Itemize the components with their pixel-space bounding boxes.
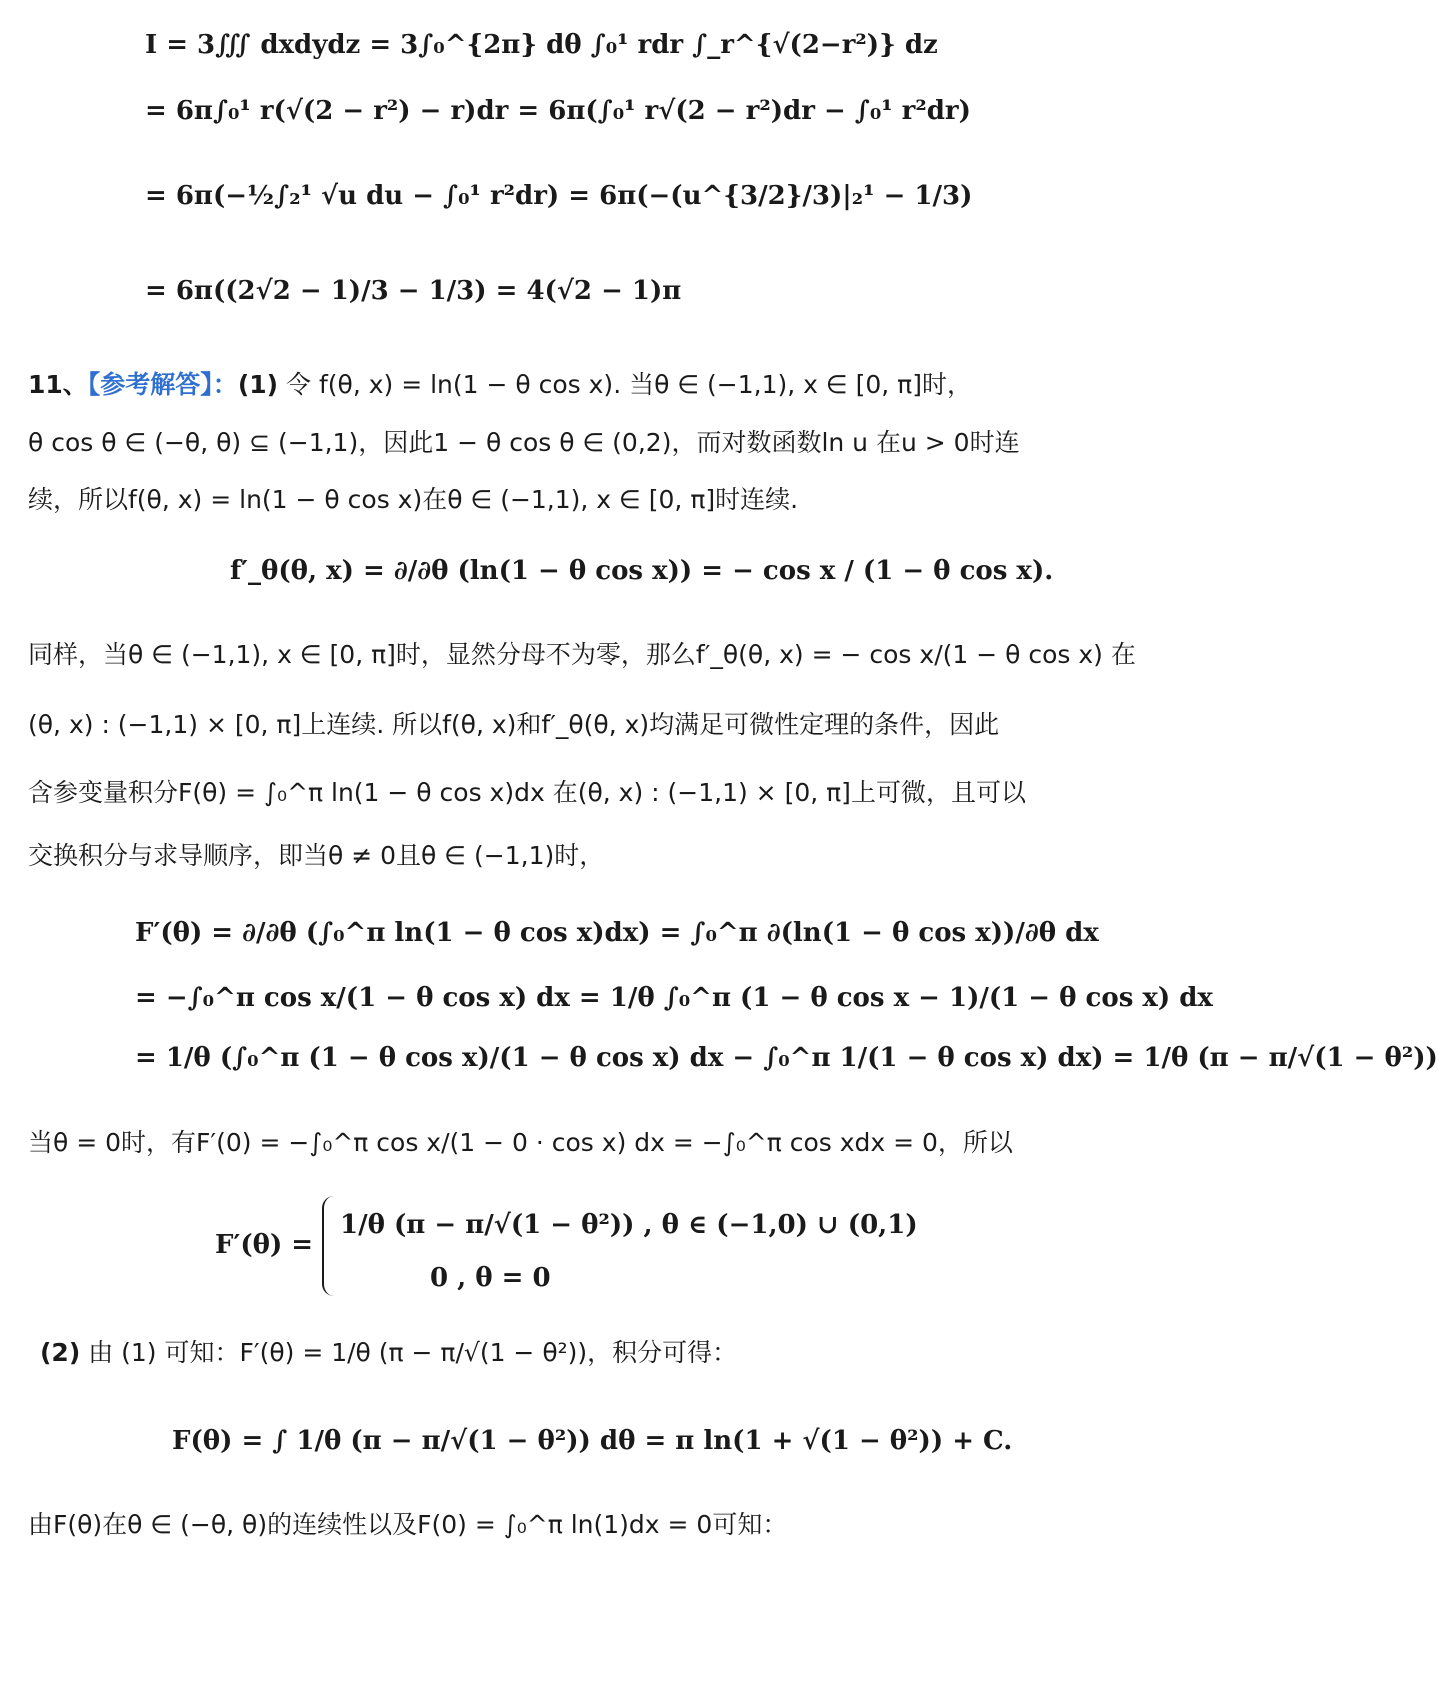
problem-11-line-1: 11、【参考解答】：(1) 令 f(θ, x) = ln(1 − θ cos x). 当θ ∈ (−1,1), x ∈ [0, π]时，: [28, 370, 972, 399]
part-2-line-1: (2) 由 (1) 可知：F′(θ) = 1/θ (π − π/√(1 − θ²))，积分可得：: [40, 1338, 738, 1367]
answer-tag: 【参考解答】：: [87, 370, 238, 399]
partial-derivative-equation: f′_θ(θ, x) = ∂/∂θ (ln(1 − θ cos x)) = − cos x / (1 − θ cos x).: [230, 556, 1054, 586]
problem-11-line-6: 含参变量积分F(θ) = ∫₀^π ln(1 − θ cos x)dx 在(θ, x) : (−1,1) × [0, π]上可微，且可以: [28, 778, 1026, 807]
problem-number: 11、: [28, 370, 88, 399]
problem-11-line-5: (θ, x) : (−1,1) × [0, π]上连续. 所以f(θ, x)和f′_θ(θ, x)均满足可微性定理的条件，因此: [28, 710, 1000, 739]
equation-line-4: = 6π((2√2 − 1)/3 − 1/3) = 4(√2 − 1)π: [145, 276, 682, 306]
problem-11-line-8: 当θ = 0时，有F′(0) = −∫₀^π cos x/(1 − 0 · cos x) dx = −∫₀^π cos xdx = 0，所以: [28, 1128, 1013, 1157]
derivative-equation-line-2: = −∫₀^π cos x/(1 − θ cos x) dx = 1/θ ∫₀^π (1 − θ cos x − 1)/(1 − θ cos x) dx: [135, 983, 1213, 1013]
equation-line-1: I = 3∭ dxdydz = 3∫₀^{2π} dθ ∫₀¹ rdr ∫_r^{√(2−r²)} dz: [145, 30, 938, 60]
piecewise-brace: [322, 1196, 334, 1296]
problem-11-line-2: θ cos θ ∈ (−θ, θ) ⊆ (−1,1)，因此1 − θ cos θ ∈ (0,2)，而对数函数ln u 在u > 0时连: [28, 428, 1020, 457]
piecewise-case-2: 0 , θ = 0: [430, 1263, 551, 1293]
part-2-label: (2): [40, 1338, 81, 1367]
integral-result-equation: F(θ) = ∫ 1/θ (π − π/√(1 − θ²)) dθ = π ln(1 + √(1 − θ²)) + C.: [172, 1426, 1013, 1456]
part-1-label: (1): [237, 370, 279, 399]
problem-11-line-3: 续，所以f(θ, x) = ln(1 − θ cos x)在θ ∈ (−1,1), x ∈ [0, π]时连续.: [28, 485, 799, 514]
derivative-equation-line-3: = 1/θ (∫₀^π (1 − θ cos x)/(1 − θ cos x) dx − ∫₀^π 1/(1 − θ cos x) dx) = 1/θ (π − π/√(1 − θ²)): [135, 1043, 1438, 1073]
equation-line-3: = 6π(−½∫₂¹ √u du − ∫₀¹ r²dr) = 6π(−(u^{3/2}/3)|₂¹ − 1/3): [145, 181, 973, 211]
problem-11-line-7: 交换积分与求导顺序，即当θ ≠ 0且θ ∈ (−1,1)时，: [28, 841, 605, 870]
problem-11-line-4: 同样，当θ ∈ (−1,1), x ∈ [0, π]时，显然分母不为零，那么f′_θ(θ, x) = − cos x/(1 − θ cos x) 在: [28, 640, 1136, 669]
piecewise-lhs: F′(θ) =: [215, 1230, 314, 1260]
equation-line-2: = 6π∫₀¹ r(√(2 − r²) − r)dr = 6π(∫₀¹ r√(2 − r²)dr − ∫₀¹ r²dr): [145, 96, 971, 126]
part-2-line-2: 由F(θ)在θ ∈ (−θ, θ)的连续性以及F(0) = ∫₀^π ln(1)dx = 0可知：: [28, 1510, 788, 1539]
derivative-equation-line-1: F′(θ) = ∂/∂θ (∫₀^π ln(1 − θ cos x)dx) = ∫₀^π ∂(ln(1 − θ cos x))/∂θ dx: [135, 918, 1099, 948]
piecewise-case-1: 1/θ (π − π/√(1 − θ²)) , θ ∈ (−1,0) ∪ (0,1): [340, 1210, 918, 1240]
